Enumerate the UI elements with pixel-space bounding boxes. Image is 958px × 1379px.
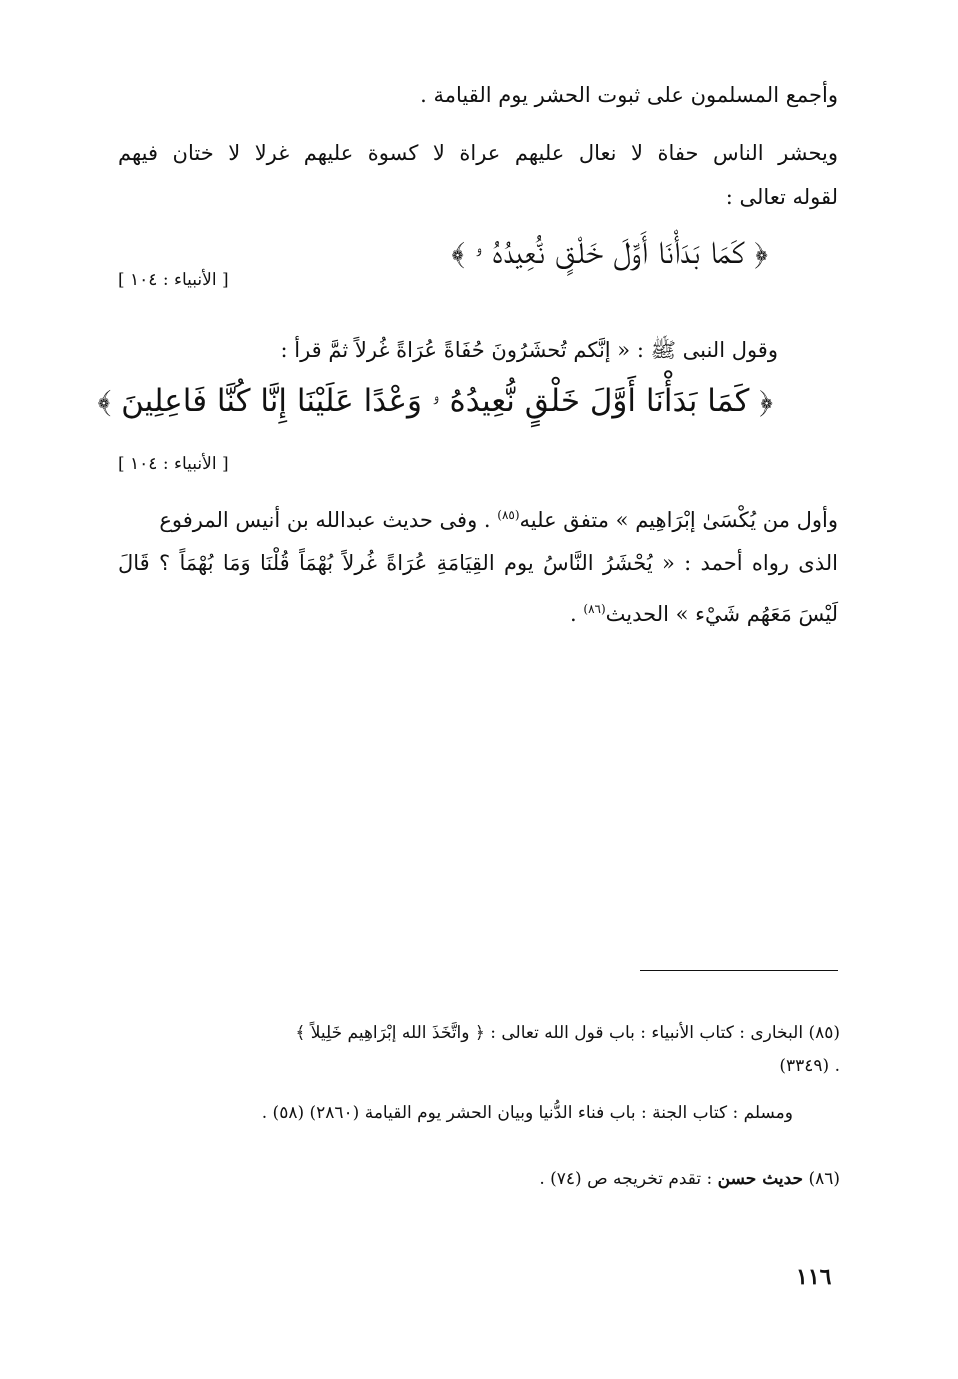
paragraph-consensus: وأجمع المسلمون على ثبوت الحشر يوم القيامة . <box>420 83 838 107</box>
footnote-ref-85: (٨٥) <box>497 508 520 522</box>
footnote-86 <box>539 1166 840 1192</box>
paragraph-ibrahim-text-d: . <box>570 602 584 626</box>
paragraph-hadith-quote: وقول النبى ﷺ : « إنَّكم تُحشَرُونَ حُفَاةً عُرَاةً غُرلاً ثمَّ قرأ : <box>280 338 778 362</box>
footnote-85-line-3: ومسلم : كتاب الجنة : باب فناء الدُّنيا وبيان الحشر يوم القيامة (٢٨٦٠) (٥٨) . <box>261 1103 793 1123</box>
page-number: ١١٦ <box>796 1264 832 1290</box>
footnote-85-line-1: (٨٥) البخارى : كتاب الأنبياء : باب قول الله تعالى : ﴿ واتَّخَذَ الله إبْرَاهِيم خَلِيلاً ﴾ <box>295 1023 840 1043</box>
footnote-86-text: : تقدم تخريجه ص (٧٤) . <box>539 1169 718 1189</box>
verse-reference-1: [ الأنبياء : ١٠٤ ] <box>118 270 229 290</box>
footnote-ref-86: (٨٦) <box>583 602 606 616</box>
paragraph-ibrahim-line-1 <box>159 500 838 535</box>
quran-verse-1: ﴿ كَمَا بَدَأْنَا أَوَّلَ خَلْقٍ نُّعِيدُهُ ۥ ﴾ <box>451 235 768 271</box>
paragraph-ibrahim-line-2: الذى رواه أحمد : « يُحْشَرُ النَّاسُ يوم القِيَامَةِ عُرَاةً غُرلاً بُهْمَاً قُلْنَا وَمَا بُهْمَاً ؟ قَالَ <box>118 551 838 575</box>
paragraph-ibrahim-line-3 <box>570 594 838 629</box>
paragraph-ibrahim-text-b: . وفى حديث عبدالله بن أنيس المرفوع <box>159 508 498 532</box>
paragraph-ibrahim-text-a: وأول من يُكْسَىٰ إبْرَاهِيم » متفق عليه <box>519 508 838 532</box>
paragraph-gathering-line-2: لقوله تعالى : <box>725 185 838 209</box>
quran-verse-2: ﴿ كَمَا بَدَأْنَا أَوَّلَ خَلْقٍ نُّعِيدُهُ ۥ وَعْدًا عَلَيْنَا إِنَّا كُنَّا فَاعِلِينَ ﴾ <box>97 383 773 419</box>
footnote-separator <box>640 970 838 971</box>
paragraph-gathering-line-1: ويحشر الناس حفاة لا نعال عليهم عراة لا كسوة عليهم غرلا لا ختان فيهم <box>118 141 838 165</box>
footnote-85-line-2: . (٣٣٤٩) <box>779 1056 840 1076</box>
paragraph-ibrahim-text-c: لَيْسَ مَعَهُم شَيْء » الحديث <box>605 602 838 626</box>
footnote-86-grade: حديث حسن <box>717 1169 804 1189</box>
footnote-86-number: (٨٦) <box>808 1169 840 1189</box>
verse-reference-2: [ الأنبياء : ١٠٤ ] <box>118 454 229 474</box>
